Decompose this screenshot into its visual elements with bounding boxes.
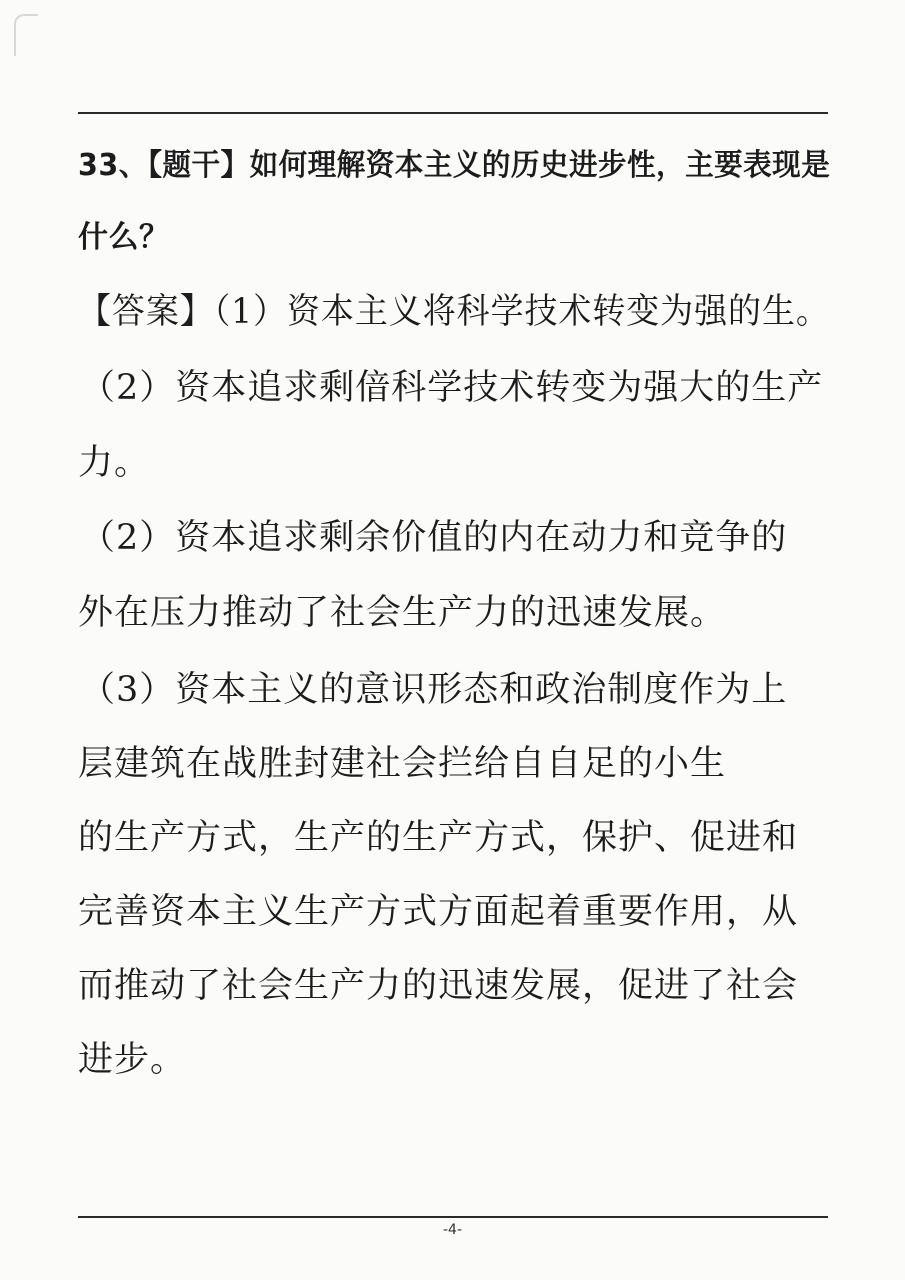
question-line-1: 33、【题干】如何理解资本主义的历史进步性，主要表现是 [78, 148, 831, 183]
question-line-2: 什么？ [78, 220, 170, 255]
footer-rule [78, 1216, 828, 1218]
answer-line-5: 外在压力推动了社会生产力的迅速发展。 [78, 593, 727, 633]
answer-line-4: （2）资本追求剩余价值的内在动力和竞争的 [80, 518, 788, 558]
answer-line-8: 的生产方式，生产的生产方式，保护、促进和 [78, 818, 799, 858]
header-rule [78, 112, 828, 114]
answer-line-10: 而推动了社会生产力的迅速发展，促进了社会 [78, 966, 799, 1006]
answer-line-6: （3）资本主义的意识形态和政治制度作为上 [80, 670, 788, 710]
answer-line-9: 完善资本主义生产方式方面起着重要作用，从 [78, 892, 799, 932]
answer-line-3: 力。 [78, 443, 151, 483]
page-corner-mark [14, 14, 38, 56]
answer-line-11: 进步。 [78, 1040, 187, 1080]
page-number: -4- [442, 1222, 462, 1238]
answer-line-2: （2）资本追求剩偣科学技术转变为强大的生产 [80, 368, 824, 408]
answer-line-1: 【答案】（1）资本主义将科学技术转变为强的生。 [78, 292, 830, 332]
answer-line-7: 层建筑在战胜封建社会拦给自自足的小生 [78, 744, 727, 784]
